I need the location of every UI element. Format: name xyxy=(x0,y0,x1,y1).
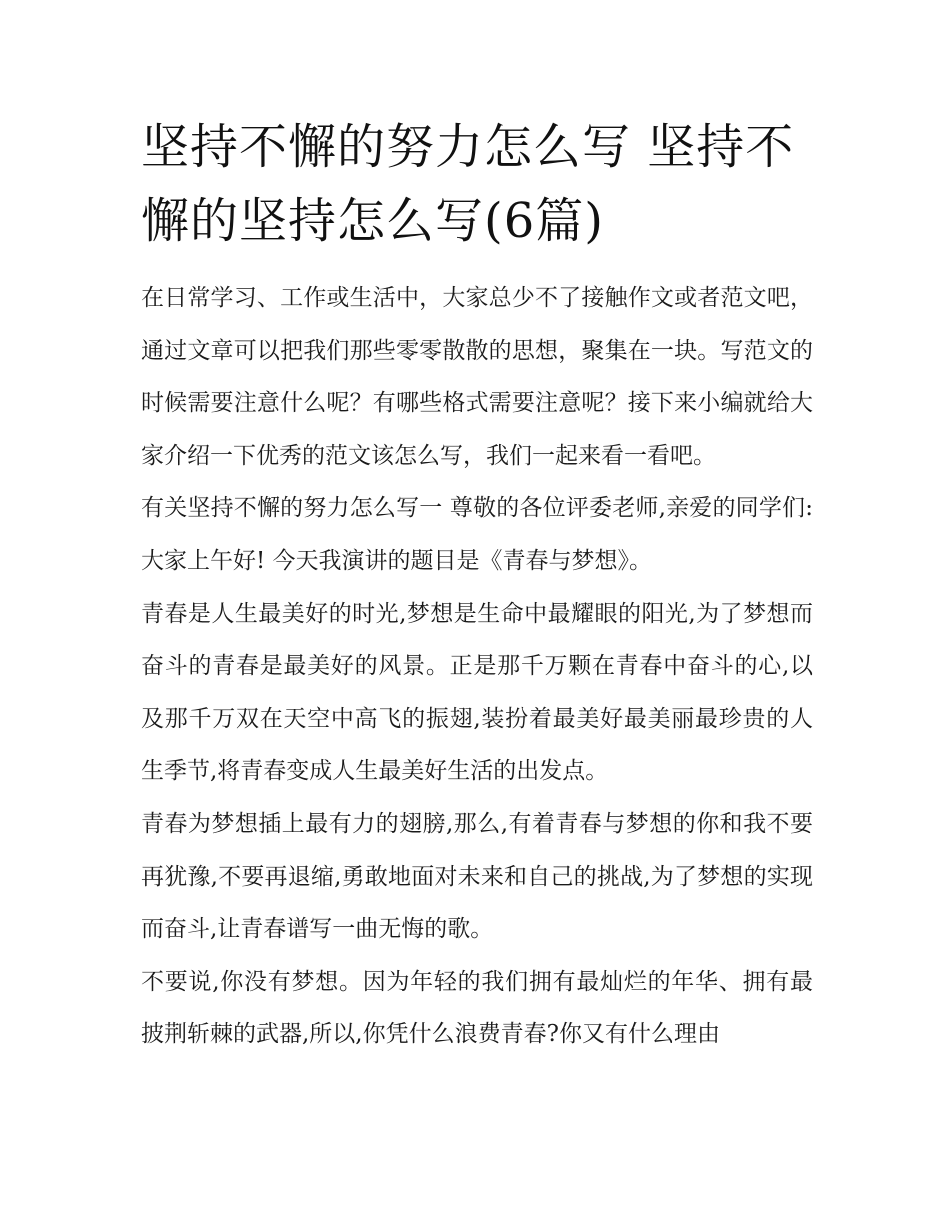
document-body xyxy=(141,272,813,1061)
paragraph-no-excuse: 不要说,你没有梦想。因为年轻的我们拥有最灿烂的年华、拥有最披荆斩棘的武器,所以,你凭什么浪费青春?你又有什么理由 xyxy=(141,968,813,1048)
document-content xyxy=(141,110,813,1061)
paragraph-youth-dream: 青春是人生最美好的时光,梦想是生命中最耀眼的阳光,为了梦想而奋斗的青春是最美好的风景。正是那千万颗在青春中奋斗的心,以及那千万双在天空中高飞的振翅,装扮着最美好最美丽最珍贵的人生季节,将青春变成人生最美好生活的出发点。 xyxy=(141,600,813,785)
paragraph-greeting: 有关坚持不懈的努力怎么写一 尊敬的各位评委老师,亲爱的同学们: 大家上午好! 今天我演讲的题目是《青春与梦想》。 xyxy=(141,495,813,574)
paragraph-wings: 青春为梦想插上最有力的翅膀,那么,有着青春与梦想的你和我不要再犹豫,不要再退缩,勇敢地面对未来和自己的挑战,为了梦想的实现而奋斗,让青春谱写一曲无悔的歌。 xyxy=(141,810,813,943)
paragraph-intro: 在日常学习、工作或生活中，大家总少不了接触作文或者范文吧，通过文章可以把我们那些零零散散的思想，聚集在一块。写范文的时候需要注意什么呢？有哪些格式需要注意呢？接下来小编就给大家介绍一下优秀的范文该怎么写，我们一起来看一看吧。 xyxy=(141,285,813,469)
document-title: 坚持不懈的努力怎么写 坚持不懈的坚持怎么写(6篇) xyxy=(141,119,795,249)
